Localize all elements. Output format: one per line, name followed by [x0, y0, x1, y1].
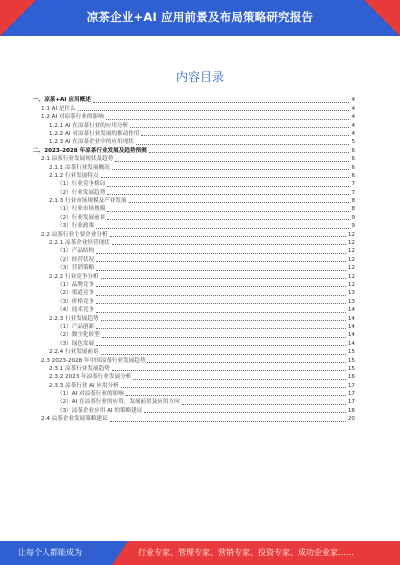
toc-leader-dots [121, 387, 346, 388]
footer-accent [112, 541, 128, 565]
toc-page-number: 13 [347, 298, 355, 305]
toc-entry[interactable] [33, 314, 355, 322]
toc-entry-text: 2.3.3 凉茶行业 AI 应用分析 [49, 382, 119, 389]
toc-entry-text: （3）行业政策 [57, 223, 95, 230]
toc-entry-text: 1.2.2 AI 对凉茶行业发展的推动作用 [49, 130, 140, 137]
report-title: 凉茶企业+AI 应用前景及布局策略研究报告 [86, 10, 314, 24]
toc-entry[interactable] [33, 272, 355, 280]
toc-entry[interactable] [33, 306, 355, 314]
toc-entry-text: （2）数字化转型 [57, 332, 100, 339]
footer-slogan-left: 让每个人都能成为 [18, 548, 82, 557]
toc-leader-dots [112, 169, 350, 170]
toc-entry-text: 2.1.3 行业市场规模及产业发展 [49, 198, 127, 205]
toc-page-number: 6 [351, 164, 355, 171]
toc-entry[interactable] [33, 113, 355, 121]
toc-entry-text: 2.3.2 2023 年凉茶行业发展分析 [49, 374, 132, 381]
toc-entry[interactable] [33, 281, 355, 289]
toc-leader-dots [141, 135, 349, 136]
toc-page-number: 8 [351, 206, 355, 213]
toc-page-number: 12 [347, 231, 355, 238]
toc-page-number: 4 [351, 130, 355, 137]
toc-entry-text: 1.1 AI 是什么 [41, 105, 76, 112]
toc-page-number: 6 [351, 147, 355, 154]
toc-entry-text: 2.2.4 行业发展前景 [49, 349, 99, 356]
toc-entry[interactable] [33, 239, 355, 247]
toc-entry-text: （3）价格竞争 [57, 298, 95, 305]
toc-entry[interactable] [33, 155, 355, 163]
toc-entry[interactable] [33, 205, 355, 213]
toc-leader-dots [96, 303, 346, 304]
toc-page-number: 12 [347, 273, 355, 280]
toc-entry[interactable] [33, 130, 355, 138]
toc-page-number: 14 [347, 315, 355, 322]
toc-leader-dots [96, 253, 346, 254]
toc-entry[interactable] [33, 247, 355, 255]
toc-entry[interactable] [33, 390, 355, 398]
toc-entry[interactable] [33, 297, 355, 305]
toc-leader-dots [96, 295, 346, 296]
toc-entry[interactable] [33, 121, 355, 129]
toc-entry-text: （1）产品结构 [57, 248, 95, 255]
toc-entry-text: （3）营销策略 [57, 265, 95, 272]
toc-leader-dots [102, 337, 346, 338]
header-banner [0, 0, 400, 36]
toc-entry-text: 2.1.1 凉茶行业发展概况 [49, 164, 110, 171]
footer-banner [0, 541, 400, 565]
toc-entry[interactable] [33, 222, 355, 230]
toc-page-number: 5 [351, 139, 355, 146]
toc-leader-dots [96, 261, 346, 262]
toc-entry[interactable] [33, 255, 355, 263]
toc-leader-dots [107, 186, 349, 187]
toc-entry[interactable] [33, 356, 355, 364]
toc-entry-text: （2）行业发展前景 [57, 214, 106, 221]
toc-page-number: 14 [347, 323, 355, 330]
toc-leader-dots [133, 379, 346, 380]
toc-entry-text: 2.1.2 行业发展特点 [49, 172, 99, 179]
toc-entry[interactable] [33, 146, 355, 154]
toc-page-number: 9 [351, 214, 355, 221]
toc-leader-dots [107, 219, 349, 220]
toc-page-number: 16 [347, 374, 355, 381]
toc-page-number: 4 [351, 97, 355, 104]
toc-entry-text: 1.2.3 AI 在凉茶企业中的应用现状 [49, 139, 134, 146]
toc-page-number: 15 [347, 349, 355, 356]
toc-entry-text: 2.2.3 行业发展趋势 [49, 315, 99, 322]
toc-page-number: 18 [347, 407, 355, 414]
toc-entry[interactable] [33, 96, 355, 104]
toc-page-number: 4 [351, 114, 355, 121]
toc-entry[interactable] [33, 213, 355, 221]
toc-entry[interactable] [33, 323, 355, 331]
toc-entry-text: （2）经营状况 [57, 256, 95, 263]
toc-page-number: 17 [347, 399, 355, 406]
toc-page-number: 14 [347, 340, 355, 347]
toc-page-number: 7 [351, 189, 355, 196]
toc-leader-dots [112, 370, 346, 371]
toc-entry[interactable] [33, 415, 355, 423]
toc-page-number: 9 [351, 223, 355, 230]
toc-entry-text: 2.3.1 凉茶行业发展趋势 [49, 365, 110, 372]
toc-leader-dots [147, 362, 345, 363]
toc-entry-text: （4）技术竞争 [57, 307, 95, 314]
toc-page-number: 12 [347, 248, 355, 255]
toc-entry[interactable] [33, 339, 355, 347]
toc-leader-dots [106, 119, 350, 120]
toc-leader-dots [115, 161, 349, 162]
toc-entry[interactable] [33, 289, 355, 297]
toc-entry-text: 1.2 AI 对凉茶行业的影响 [41, 114, 104, 121]
toc-entry-text: 2.3 2023-2028 年中国凉茶行业发展趋势 [41, 357, 146, 364]
toc-entry-text: （1）行业竞争格局 [57, 181, 106, 188]
toc-entry[interactable] [33, 172, 355, 180]
toc-page-number: 12 [347, 256, 355, 263]
toc-page-number: 12 [347, 265, 355, 272]
toc-entry[interactable] [33, 365, 355, 373]
toc-page-number: 12 [347, 240, 355, 247]
toc-entry-text: （1）产品创新 [57, 323, 95, 330]
toc-entry-text: （2）行业发展趋势 [57, 189, 106, 196]
toc-leader-dots [130, 127, 349, 128]
toc-page-number: 14 [347, 307, 355, 314]
toc-leader-dots [101, 278, 346, 279]
toc-entry[interactable] [33, 104, 355, 112]
toc-entry[interactable] [33, 348, 355, 356]
toc-entry[interactable] [33, 406, 355, 414]
toc-page-number: 6 [351, 172, 355, 179]
toc-page-number: 20 [347, 416, 355, 423]
toc-entry[interactable] [33, 163, 355, 171]
toc-page-number: 17 [347, 382, 355, 389]
toc-entry-text: 2.2.2 行业竞争分析 [49, 273, 99, 280]
toc-leader-dots [101, 177, 350, 178]
toc-leader-dots [107, 211, 349, 212]
toc-leader-dots [110, 236, 346, 237]
toc-entry-text: 1.2.1 AI 在凉茶行业的应用分析 [49, 122, 129, 129]
toc-entry-text: 一、凉茶+AI 应用概述 [33, 97, 91, 104]
toc-entry[interactable] [33, 398, 355, 406]
toc-page-number: 13 [347, 290, 355, 297]
toc-leader-dots [144, 412, 346, 413]
toc-leader-dots [107, 194, 349, 195]
toc-page-number: 17 [347, 391, 355, 398]
toc-leader-dots [101, 320, 346, 321]
toc-page-number: 4 [351, 122, 355, 129]
toc-entry-text: 2.2 凉茶行业主要企业分析 [41, 231, 108, 238]
toc-entry[interactable] [33, 180, 355, 188]
toc-entry[interactable] [33, 331, 355, 339]
toc-entry[interactable] [33, 381, 355, 389]
toc-entry[interactable] [33, 264, 355, 272]
toc-page-number: 14 [347, 332, 355, 339]
toc-entry-text: （1）品牌竞争 [57, 281, 95, 288]
toc-leader-dots [96, 345, 346, 346]
toc-page-number: 12 [347, 281, 355, 288]
toc-page-number: 6 [351, 156, 355, 163]
toc-page-number: 15 [347, 365, 355, 372]
toc-leader-dots [129, 202, 350, 203]
toc-entry[interactable] [33, 197, 355, 205]
toc-leader-dots [96, 328, 346, 329]
toc-leader-dots [101, 354, 346, 355]
toc-leader-dots [96, 312, 346, 313]
toc-leader-dots [96, 286, 346, 287]
toc-entry-text: （2）渠道竞争 [57, 290, 95, 297]
toc-leader-dots [149, 152, 350, 153]
toc-entry-text: 二、2023-2028 年凉茶行业发展及趋势预测 [33, 147, 147, 154]
toc-entry-text: （1）行业市场规模 [57, 206, 106, 213]
toc-entry-text: （1）AI 对凉茶行业的影响 [57, 391, 124, 398]
toc-entry-text: 2.4 凉茶企业发展策略建议 [41, 416, 108, 423]
toc-page-number: 4 [351, 105, 355, 112]
toc-entry-text: （2）AI 在凉茶行业的应用，发展前景及应用方向 [57, 399, 180, 406]
toc-entry[interactable] [33, 230, 355, 238]
toc-leader-dots [112, 244, 346, 245]
toc-entry-text: （3）绿色发展 [57, 340, 95, 347]
toc-entry-text: （3）凉茶企业应用 AI 的策略建议 [57, 407, 143, 414]
toc-leader-dots [110, 421, 346, 422]
toc-entry-text: 2.2.1 凉茶企业经营现状 [49, 240, 110, 247]
toc-entry-text: 2.1 凉茶行业发展现状及趋势 [41, 156, 114, 163]
toc-leader-dots [136, 144, 350, 145]
toc-leader-dots [182, 404, 346, 405]
toc-page-number: 8 [351, 198, 355, 205]
table-of-contents [33, 96, 355, 423]
toc-entry[interactable] [33, 373, 355, 381]
toc-leader-dots [126, 395, 346, 396]
toc-page-number: 15 [347, 357, 355, 364]
toc-leader-dots [93, 102, 350, 103]
toc-entry[interactable] [33, 188, 355, 196]
toc-heading: 内容目录 [175, 70, 224, 84]
toc-leader-dots [96, 228, 349, 229]
footer-red-band [128, 541, 400, 565]
footer-slogan-right: 行业专家、管理专家、营销专家、投资专家、成功企业家…… [138, 548, 354, 557]
toc-entry[interactable] [33, 138, 355, 146]
toc-leader-dots [96, 270, 346, 271]
toc-page-number: 7 [351, 181, 355, 188]
toc-leader-dots [78, 110, 350, 111]
